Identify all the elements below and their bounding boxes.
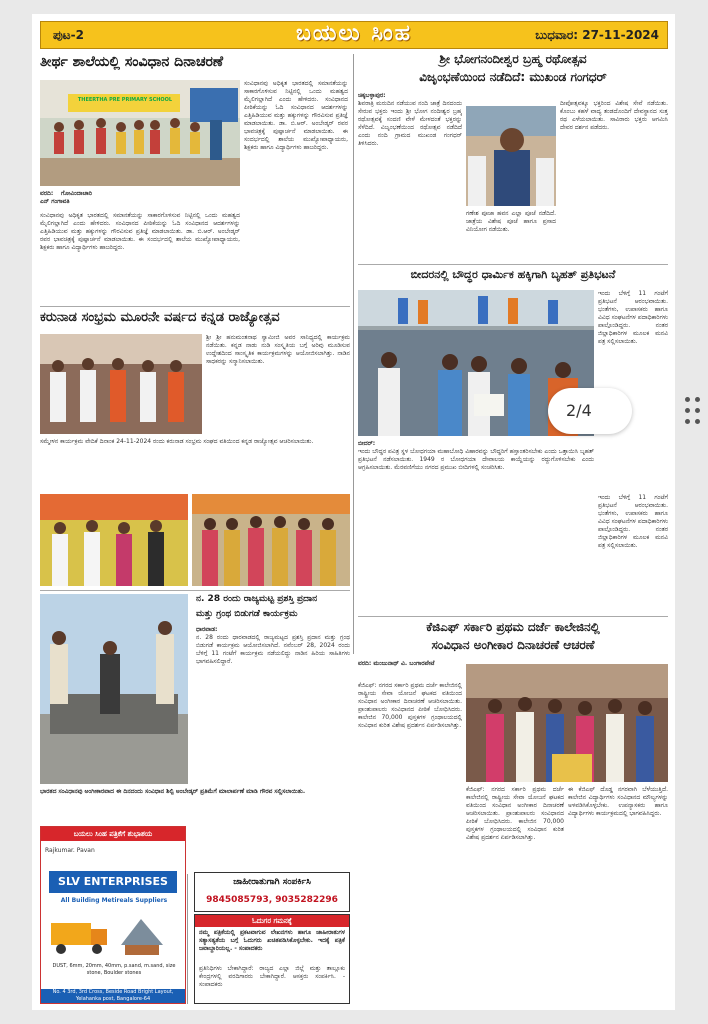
readers-notice-title: ಓದುಗರ ಗಮನಕ್ಕೆ [195,915,349,927]
byline-rathotsava: ಚಿಕ್ಕಬಳ್ಳಾಪುರ: [358,92,386,99]
photo-rathotsava-leader [466,106,556,206]
section-rule [40,590,350,591]
article-body-bidar-right-cont: ಇಂದು ಬೆಳಿಗ್ಗೆ 11 ಗಂಟೆಗೆ ಪ್ರತಿಭಟನೆ ಆರಂಭವಾಯಿತು. ಭಂತೆಗಳು, ಉಪಾಸಕರು ಹಾಗೂ ವಿವಿಧ ಸಂಘಟನೆಗಳ ಪದಾಧಿಕಾರಿಗಳು ಪಾಲ್ಗೊಂಡಿದ್ದರು. ನಂತರ ಜಿಲ್ಲಾಧಿಕಾರಿಗಳ ಮೂಲಕ ಮನವಿ ಪತ್ರ ಸಲ್ಲಿಸಲಾಯಿತು. [598,494,668,549]
issue-date: ಬುಧವಾರ: 27-11-2024 [535,28,659,42]
ad-slv-tagline: All Building Metireals Suppliers [60,897,168,904]
masthead [40,21,668,49]
truck-icon [45,909,183,959]
caption-rathotsava: ಗಣೇಶ ಪೂಜಾ ಹವನ ಎಲ್ಲಾ ಪೂಜೆ ನಡೆದಿದೆ. ಜಾತ್ರೆಯ ವಿಶೇಷ ಪೂಜೆ ಹಾಗೂ ಪ್ರಸಾದ ವಿನಿಯೋಗ ನಡೆಯಿತು. [466,210,556,233]
school-sign: THEERTHA PRE PRIMARY SCHOOL [77,97,173,103]
headline-rajyotsava: ಕರುನಾಡ ಸಂಭ್ರಮ ಮೂರನೇ ವರ್ಷದ ಕನ್ನಡ ರಾಜ್ಯೋತ್ಸವ [40,310,280,325]
section-rule [40,306,350,307]
photo-rajyotsava-stage [40,334,202,434]
ad-slv-address: No. 4 3rd, 3rd Cross, Beside Road Bright Layout, Yelahanka post, Bangalore-64 [41,989,185,1003]
headline-award-1: ನ. 28 ರಂದು ರಾಜ್ಯಮಟ್ಟ ಪ್ರಶಸ್ತಿ ಪ್ರದಾನ [196,594,318,604]
photo-school-children [40,80,240,186]
article-body-bidar-right: ಇಂದು ಬೆಳಿಗ್ಗೆ 11 ಗಂಟೆಗೆ ಪ್ರತಿಭಟನೆ ಆರಂಭವಾಯಿತು. ಭಂತೆಗಳು, ಉಪಾಸಕರು ಹಾಗೂ ವಿವಿಧ ಸಂಘಟನೆಗಳ ಪದಾಧಿಕಾರಿಗಳು ಪಾಲ್ಗೊಂಡಿದ್ದರು. ನಂತರ ಜಿಲ್ಲಾಧಿಕಾರಿಗಳ ಮೂಲಕ ಮನವಿ ಪತ್ರ ಸಲ್ಲಿಸಲಾಯಿತು. [598,290,668,345]
newspaper-title: ಬಯಲು ಸಿಂಹ [295,21,413,46]
photo-kgf-college-event [466,664,668,782]
ad-contact-box [194,872,350,912]
headline-kgf-1: ಕೆಜಿಎಫ್ ಸರ್ಕಾರಿ ಪ್ರಥಮ ದರ್ಜೆ ಕಾಲೇಜಿನಲ್ಲಿ [426,620,600,634]
caption-rajyotsava: ಸಮ್ಮೇಳನ ಕಾರ್ಯಕ್ರಮ ವೇದಿಕೆ ದಿನಾಂಕ 24-11-2024 ರಂದು ಕರುನಾಡ ಸಂಭ್ರಮ ಸಂಘದ ವತಿಯಿಂದ ಕನ್ನಡ ರಾಜ್ಯೋತ್ಸವ ಆಚರಿಸಲಾಯಿತು. [40,438,314,445]
column-divider [353,54,354,654]
article-body-kgf-right: ಈ ಕೆಜಿಎಫ್ ದೊಡ್ಡ ನಗರವಾಗಿ ಬೆಳೆಯುತ್ತಿದೆ. ಕಾಲೇಜಿನ ವಿದ್ಯಾರ್ಥಿಗಳು ಸಂವಿಧಾನದ ಮೌಲ್ಯಗಳನ್ನು ಅಳವಡಿಸಿಕೊಳ್ಳಬೇಕು. ಉಪನ್ಯಾಸಕರು ಹಾಗೂ ವಿದ್ಯಾರ್ಥಿಗಳು ಕಾರ್ಯಕ್ರಮದಲ್ಲಿ ಭಾಗವಹಿಸಿದ್ದರು. [568,786,668,817]
readers-notice-body: ನಮ್ಮ ಪತ್ರಿಕೆಯಲ್ಲಿ ಪ್ರಕಟವಾಗುವ ಲೇಖನಗಳು ಹಾಗೂ ಜಾಹೀರಾತುಗಳ ಸತ್ಯಾಸತ್ಯತೆಯ ಬಗ್ಗೆ ಓದುಗರು ಖಚಿತಪಡಿಸಿಕೊಳ್ಳಬೇಕು. ಇದಕ್ಕೆ ಪತ್ರಿಕೆ ಜವಾಬ್ದಾರಿಯಲ್ಲ. - ಸಂಪಾದಕರು [199,929,345,952]
readers-notice-box [194,914,350,1004]
page-number: ಪುಟ-2 [53,28,84,42]
ad-slv-enterprises [40,826,186,1004]
photo-ambedkar-statue [40,594,188,784]
byline-kgf: ವರದಿ: ಮಂಜುನಾಥ್ ವಿ. ಬಂಗಾರಪೇಟೆ [358,660,435,667]
byline-bidar: ಬೀದರ್: [358,440,376,447]
headline-school: ತೀರ್ಥ ಶಾಲೆಯಲ್ಲಿ ಸಂವಿಧಾನ ದಿನಾಚರಣೆ [40,54,224,70]
article-body-rajyotsava: ಶ್ರೀ ಶ್ರೀ ಹನುಮಂತನಾಥ ಸ್ವಾಮೀಜಿ ಅವರ ಸಾನಿಧ್ಯದಲ್ಲಿ ಕಾರ್ಯಕ್ರಮ ನಡೆಯಿತು. ಕನ್ನಡ ನಾಡು ನುಡಿ ಸಂಸ್ಕೃತಿಯ ಬಗ್ಗೆ ಅರಿವು ಮೂಡಿಸುವ ಉದ್ದೇಶದಿಂದ ಸಾಂಸ್ಕೃತಿಕ ಕಾರ್ಯಕ್ರಮಗಳನ್ನು ಆಯೋಜಿಸಲಾಗಿತ್ತು. ನಾಡಿನ ಸಾಧಕರನ್ನು ಸನ್ಮಾನಿಸಲಾಯಿತು. [206,334,350,365]
ad-slv-proprietor: Rajkumar. Pavan [45,847,95,854]
article-body-school: ಸಂವಿಧಾನವು ಅಧಿಕೃತ ಭಾರತದಲ್ಲಿ ಸಮಾನತೆಯನ್ನು ಸಾಕಾರಗೊಳಿಸುವ ನಿಟ್ಟಿನಲ್ಲಿ ಒಂದು ಮಹತ್ವದ ಮೈಲಿಗಲ್ಲಾಗಿದೆ ಎಂದು ಹೇಳಿದರು. ಸಂವಿಧಾನದ ಪೀಠಿಕೆಯನ್ನು ಓದಿ ಸಂವಿಧಾನದ ಆದರ್ಶಗಳನ್ನು ಎತ್ತಿಹಿಡಿಯುವ ಮತ್ತು ಹಕ್ಕುಗಳನ್ನು ಗೌರವಿಸುವ ಪ್ರತಿಜ್ಞೆ ಮಾಡಲಾಯಿತು. ಡಾ. ಬಿ.ಆರ್. ಅಂಬೇಡ್ಕರ್ ರವರ ಭಾವಚಿತ್ರಕ್ಕೆ ಪುಷ್ಪಾರ್ಚನೆ ಮಾಡಲಾಯಿತು. ಈ ಸಂದರ್ಭದಲ್ಲಿ ಶಾಲೆಯ ಮುಖ್ಯೋಪಾಧ್ಯಾಯರು, ಶಿಕ್ಷಕರು ಹಾಗೂ ವಿದ್ಯಾರ್ಥಿಗಳು ಹಾಜರಿದ್ದರು. [244,80,348,151]
article-body-award: ನ. 28 ರಂದು ಧಾರವಾಡದಲ್ಲಿ ರಾಜ್ಯಮಟ್ಟದ ಪ್ರಶಸ್ತಿ ಪ್ರದಾನ ಮತ್ತು ಗ್ರಂಥ ಬಿಡುಗಡೆ ಕಾರ್ಯಕ್ರಮ ಆಯೋಜಿಸಲಾಗಿದೆ. ನವೆಂಬರ್ 28, 2024 ರಂದು ಬೆಳಿಗ್ಗೆ 11 ಗಂಟೆಗೆ ಕಾರ್ಯಕ್ರಮ ನಡೆಯಲಿದ್ದು ನಾಡಿನ ಹಿರಿಯ ಸಾಹಿತಿಗಳು ಭಾಗವಹಿಸಲಿದ್ದಾರೆ. [196,634,350,665]
page-grid-icon[interactable] [684,396,704,426]
ad-slv-name: SLV ENTERPRISES [49,871,177,893]
caption-statue: ಭಾರತದ ಸಂವಿಧಾನವು ಅಂಗೀಕಾರವಾದ ಈ ದಿನದಂದು ಸಂವಿಧಾನ ಶಿಲ್ಪಿ ಅಂಬೇಡ್ಕರ್ ಪ್ರತಿಮೆಗೆ ಮಾಲಾರ್ಪಣೆ ಮಾಡಿ ಗೌರವ ಸಲ್ಲಿಸಲಾಯಿತು. [40,788,306,795]
ad-contact-title: ಜಾಹೀರಾತುಗಾಗಿ ಸಂಪರ್ಕಿಸಿ [233,877,311,887]
byline-school: ವರದಿ: ಗೋವಿಂದಾಚಾರಿ ಎನ್ ಗಂಗಾವತಿ [40,190,92,205]
article-body-rathotsava-left: ಶಿವರಾತ್ರಿ ಮರುದಿನ ನಡೆಯುವ ನಂದಿ ಜಾತ್ರೆ ದಿನದಂದು ಸೇರುವ ಭಕ್ತರು ಇಂದು ಶ್ರೀ ಭೋಗ ನಂದೀಶ್ವರ ಬ್ರಹ್ಮ ರಥೋತ್ಸವಕ್ಕೆ ಸಂದಣಿ ವೇಳೆ ಮೇಳದಂತೆ ಭಕ್ತರನ್ನು ಸೆಳೆದಿದೆ. ವಿಜೃಂಭಣೆಯಿಂದ ರಥೋತ್ಸವ ನಡೆದಿದೆ ಎಂದು ನಂದಿ ಗ್ರಾಮದ ಮುಖಂಡ ಗಂಗಧರ್ ತಿಳಿಸಿದರು. [358,100,462,147]
headline-rathotsava-2: ವಿಜೃಂಭಣೆಯಿಂದ ನಡೆದಿದೆ: ಮುಖಂಡ ಗಂಗಧರ್ [419,70,607,84]
ad-slv-banner: ಬಯಲು ಸಿಂಹ ಪತ್ರಿಕೆಗೆ ಶುಭಾಶಯ [41,827,185,841]
headline-award-2: ಮತ್ತು ಗ್ರಂಥ ಬಿಡುಗಡೆ ಕಾರ್ಯಕ್ರಮ [196,609,298,619]
byline-award: ಧಾರವಾಡ: [196,626,218,633]
article-body-school-cont: ಸಂವಿಧಾನವು ಅಧಿಕೃತ ಭಾರತದಲ್ಲಿ ಸಮಾನತೆಯನ್ನು ಸಾಕಾರಗೊಳಿಸುವ ನಿಟ್ಟಿನಲ್ಲಿ ಒಂದು ಮಹತ್ವದ ಮೈಲಿಗಲ್ಲಾಗಿದೆ ಎಂದು ಹೇಳಿದರು. ಸಂವಿಧಾನದ ಪೀಠಿಕೆಯನ್ನು ಓದಿ ಸಂವಿಧಾನದ ಆದರ್ಶಗಳನ್ನು ಎತ್ತಿಹಿಡಿಯುವ ಮತ್ತು ಹಕ್ಕುಗಳನ್ನು ಗೌರವಿಸುವ ಪ್ರತಿಜ್ಞೆ ಮಾಡಲಾಯಿತು. ಡಾ. ಬಿ.ಆರ್. ಅಂಬೇಡ್ಕರ್ ರವರ ಭಾವಚಿತ್ರಕ್ಕೆ ಪುಷ್ಪಾರ್ಚನೆ ಮಾಡಲಾಯಿತು. ಈ ಸಂದರ್ಭದಲ್ಲಿ ಶಾಲೆಯ ಮುಖ್ಯೋಪಾಧ್ಯಾಯರು, ಶಿಕ್ಷಕರು ಹಾಗೂ ವಿದ್ಯಾರ್ಥಿಗಳು ಹಾಜರಿದ್ದರು. [40,212,240,251]
page-indicator-count: 2/4 [566,401,592,420]
reporters-wanted-notice: ಪ್ರತಿನಿಧಿಗಳು ಬೇಕಾಗಿದ್ದಾರೆ: ರಾಜ್ಯದ ಎಲ್ಲಾ ಜಿಲ್ಲೆ ಮತ್ತು ತಾಲ್ಲೂಕು ಕೇಂದ್ರಗಳಲ್ಲಿ ವರದಿಗಾರರು ಬೇಕಾಗಿದ್ದಾರೆ. ಆಸಕ್ತರು ಸಂಪರ್ಕಿಸಿ. - ಸಂಪಾದಕರು [199,965,345,988]
article-body-bidar-left: ಇಂದು ಬೌದ್ಧರ ಪವಿತ್ರ ಸ್ಥಳ ಬೋಧಗಯಾ ಮಹಾಬೋಧಿ ವಿಹಾರವನ್ನು ಬೌದ್ಧರಿಗೆ ಹಸ್ತಾಂತರಿಸಬೇಕು ಎಂದು ಒತ್ತಾಯಿಸಿ ಬೃಹತ್ ಪ್ರತಿಭಟನೆ ನಡೆಸಲಾಯಿತು. 1949 ರ ಬೋಧಗಯಾ ದೇವಾಲಯ ಕಾಯ್ದೆಯನ್ನು ರದ್ದುಗೊಳಿಸಬೇಕು ಎಂದು ಆಗ್ರಹಿಸಲಾಯಿತು. ಮೆರವಣಿಗೆಯು ನಗರದ ಪ್ರಮುಖ ಬೀದಿಗಳಲ್ಲಿ ಸಂಚರಿಸಿತು. [358,448,594,471]
newspaper-page [32,14,675,1010]
photo-rajyotsava-guests [40,494,188,586]
section-rule [358,616,668,617]
headline-rathotsava-1: ಶ್ರೀ ಭೋಗನಂದೀಶ್ವರ ಬ್ರಹ್ಮ ರಥೋತ್ಸವ [439,52,587,66]
article-body-kgf-left: ಕೆಜಿಎಫ್: ನಗರದ ಸರ್ಕಾರಿ ಪ್ರಥಮ ದರ್ಜೆ ಕಾಲೇಜಿನಲ್ಲಿ ರಾಷ್ಟ್ರೀಯ ಸೇವಾ ಯೋಜನೆ ಘಟಕದ ವತಿಯಿಂದ ಸಂವಿಧಾನ ಅಂಗೀಕಾರ ದಿನಾಚರಣೆ ಆಚರಿಸಲಾಯಿತು. ಪ್ರಾಂಶುಪಾಲರು ಸಂವಿಧಾನದ ಪೀಠಿಕೆ ಬೋಧಿಸಿದರು. ಕಾಲೇಜಿನ 70,000 ಪುಸ್ತಕಗಳ ಗ್ರಂಥಾಲಯದಲ್ಲಿ ಸಂವಿಧಾನ ಕುರಿತ ವಿಶೇಷ ಪ್ರದರ್ಶನ ಏರ್ಪಡಿಸಲಾಗಿತ್ತು. [358,682,462,729]
page-indicator[interactable] [548,388,632,434]
ad-slv-materials: DUST, 6mm, 20mm, 40mm, p.sand, m.sand, size stone, Boulder stones [52,963,176,976]
photo-rajyotsava-women [192,494,350,586]
article-body-kgf-middle: ಕೆಜಿಎಫ್: ನಗರದ ಸರ್ಕಾರಿ ಪ್ರಥಮ ದರ್ಜೆ ಕಾಲೇಜಿನಲ್ಲಿ ರಾಷ್ಟ್ರೀಯ ಸೇವಾ ಯೋಜನೆ ಘಟಕದ ವತಿಯಿಂದ ಸಂವಿಧಾನ ಅಂಗೀಕಾರ ದಿನಾಚರಣೆ ಆಚರಿಸಲಾಯಿತು. ಪ್ರಾಂಶುಪಾಲರು ಸಂವಿಧಾನದ ಪೀಠಿಕೆ ಬೋಧಿಸಿದರು. ಕಾಲೇಜಿನ 70,000 ಪುಸ್ತಕಗಳ ಗ್ರಂಥಾಲಯದಲ್ಲಿ ಸಂವಿಧಾನ ಕುರಿತ ವಿಶೇಷ ಪ್ರದರ್ಶನ ಏರ್ಪಡಿಸಲಾಗಿತ್ತು. [466,786,564,841]
column-divider [187,874,188,1004]
headline-bidar-protest: ಬೀದರನಲ್ಲಿ ಬೌದ್ಧರ ಧಾರ್ಮಿಕ ಹಕ್ಕಿಗಾಗಿ ಬೃಹತ್ ಪ್ರತಿಭಟನೆ [410,268,616,281]
article-body-rathotsava-right: ದೀಪೋತ್ಸವಕ್ಕೂ ಭಕ್ತರಿಂದ ವಿಶೇಷ ಸೇವೆ ನಡೆಯಿತು. ಕೊಂಬು ಕಹಳೆ ವಾದ್ಯ ತಂಡದೊಂದಿಗೆ ದೇವಸ್ಥಾನದ ಸುತ್ತ ರಥ ಎಳೆಯಲಾಯಿತು. ಸಾವಿರಾರು ಭಕ್ತರು ಆಗಮಿಸಿ ದೇವರ ದರ್ಶನ ಪಡೆದರು. [560,100,668,131]
headline-kgf-2: ಸಂವಿಧಾನ ಅಂಗೀಕಾರ ದಿನಾಚರಣೆ ಆಚರಣೆ [431,638,595,652]
ad-contact-phone: 9845085793, 9035282296 [206,895,338,905]
section-rule [358,264,668,265]
